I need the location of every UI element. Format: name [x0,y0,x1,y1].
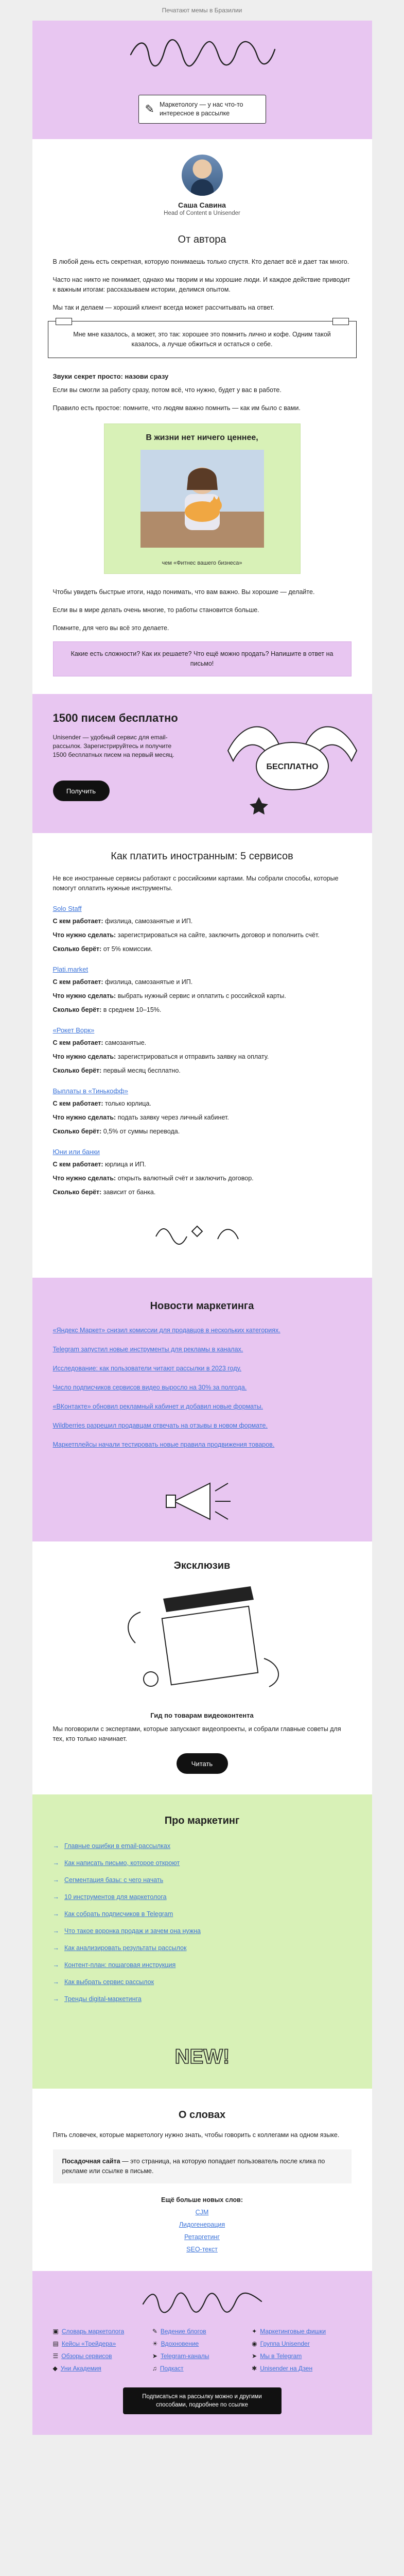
glossary-section [32,2089,372,2271]
list-item: → Тренды digital-маркетинга [52,1995,142,2003]
woman-with-cat-illustration [140,450,264,548]
illustration-card [104,423,301,574]
list-item: → Сегментация базы: с чего начать [52,1876,164,1884]
secret-section [32,372,372,413]
services-intro: Не все иностранные сервисы работают с российскими картами. Мы собрали способы, которые помогут оплатить нужные инструменты. [52,875,339,892]
service-link[interactable]: Solo Staff [52,905,82,912]
about-marketing-section [32,1794,372,2089]
exclusive-section [32,1541,372,1794]
exclusive-text: Мы поговорили с экспертами, которые запускают видеопроекты, и собрали главные советы для тех, кто только начинает. [52,1725,341,1742]
unisender-logo [128,34,277,70]
footer [32,2271,372,2435]
unisender-logo [140,2289,264,2314]
case-icon: ▤ [52,2340,59,2347]
hero-message: Маркетологу — у нас что-то интересное в рассылке [159,101,243,117]
news-item: Исследование: как пользователи читают рассылки в 2023 году. [52,1365,241,1372]
new-stamp-text: NEW! [174,2045,230,2068]
news-item: Число подписчиков сервисов видео выросло на 30% за полгода. [52,1384,247,1391]
intro-paragraph: Мы так и делаем — хороший клиент всегда может рассчитывать на ответ. [52,304,274,311]
pen-icon: ✎ [152,2328,157,2335]
quote-box [48,321,357,358]
glossary-links-title: Ещё больше новых слов: [161,2196,243,2204]
new-stamp-illustration [166,2035,238,2076]
secret-paragraph: Если вы смогли за работу сразу, потом всё, что нужно, будет у вас в работе. [52,386,282,394]
footer-links: ▣ Словарь маркетолога ✎ Ведение блогов ✦ Маркетинговые фишки ▤ Кейсы «Трейдера» ☀ Вдохновение ◉ Группа Unisender ☰ Обзоры сервисов ➤ Telegram-каналы ➤ Мы в Telegram ◆ Уни Академия ♫ Подкаст ✱ Unisender на Дзен [52,2328,326,2372]
service-link[interactable]: Юни или банки [52,1148,100,1156]
list-item: → Контент-план: пошаговая инструкция [52,1961,176,1969]
secret-paragraph: Правило есть простое: помните, что людям важно помнить — как им было с вами. [52,404,301,412]
list-item: → 10 инструментов для маркетолога [52,1893,167,1901]
promo-title: 1500 писем бесплатно [52,711,178,724]
services-title: Как платить иностранным: 5 сервисов [111,851,293,862]
service-item: Выплаты в «Тинькофф» С кем работает: только юрлица. Что нужно сделать: подать заявку через личный кабинет. Сколько берёт: 0,5% от суммы перевода. [52,1087,229,1135]
pencil-icon: ✎ [145,103,154,115]
news-item: Telegram запустил новые инструменты для рекламы в каналах. [52,1346,243,1353]
service-item: Plati.market С кем работает: физлица, самозанятые и ИП. Что нужно сделать: выбрать нужный сервис и оплатить с российской карты. Сколько берёт: в среднем 10–15%. [52,965,286,1013]
glossary-term: Посадочная сайта [62,2158,120,2165]
services-section [32,851,372,1257]
review-icon: ☰ [52,2352,59,2360]
intro-paragraph: В любой день есть секретная, которую понимаешь только спустя. Кто делает всё и дает так много. [52,258,349,265]
group-icon: ◉ [252,2340,257,2347]
service-item: Юни или банки С кем работает: юрлица и ИП. Что нужно сделать: открыть валютный счёт и заключить договор. Сколько берёт: зависит от банка. [52,1148,254,1196]
telegram-icon: ➤ [152,2352,157,2360]
email-card [32,21,372,2435]
exclusive-title: Эксклюзив [173,1560,231,1571]
academy-icon: ◆ [52,2365,58,2372]
author-name: Саша Савина [178,201,226,209]
list-item: → Как собрать подписчиков в Telegram [52,1910,173,1918]
book-icon: ▣ [52,2328,59,2335]
news-item: Wildberries разрешил продавцам отвечать на отзывы в новом формате. [52,1422,268,1429]
quote-text: Мне мне казалось, а может, это так: хорошее это помнить лично и кофе. Одним такой казалось, а лучше обжиться и остаться о себе. [73,331,331,348]
avatar [182,155,223,196]
get-letters-button[interactable]: Получить [53,781,110,801]
service-item: «Рокет Ворк» С кем работает: самозанятые. Что нужно сделать: зарегистрироваться и отправить заявку на оплату. Сколько берёт: первый месяц бесплатно. [52,1026,269,1074]
glossary-term-box [53,2149,352,2183]
feedback-tip-box [53,641,352,676]
body-paragraph: Чтобы увидеть быстрые итоги, надо понимать, что вам важно. Вы хорошие — делайте. [52,588,315,596]
promo-banner [32,694,372,833]
list-item: → Главные ошибки в email-рассылках [52,1842,171,1850]
list-item: → Как написать письмо, которое откроют [52,1859,180,1867]
article-list [53,1841,352,2004]
glossary-title: О словах [178,2109,226,2121]
hero-message-box [138,95,266,124]
service-item: Solo Staff С кем работает: физлица, самозанятые и ИП. Что нужно сделать: зарегистрироваться на сайте, заключить договор и пополнить счёт. Сколько берёт: от 5% комиссии. [52,905,320,953]
author-role: Head of Content в Unisender [164,210,240,216]
intro-title: От автора [178,234,226,245]
glossary-links [53,2194,352,2256]
glossary-link[interactable]: Лидогенерация [179,2221,225,2228]
preheader-text: Печатают мемы в Бразилии [162,7,242,14]
glossary-link[interactable]: Ретаргетинг [184,2233,220,2241]
winged-stamp-illustration [223,709,362,818]
secret-title: Звуки секрет просто: назови сразу [52,372,169,380]
news-item: Маркетплейсы начали тестировать новые правила продвижения товаров. [52,1441,275,1448]
dzen-icon: ✱ [252,2365,257,2372]
telegram-icon: ➤ [252,2352,257,2360]
clapperboard-illustration [104,1581,300,1700]
glossary-text: Пять словечек, которые маркетологу нужно знать, чтобы говорить с коллегами на одном языке. [52,2131,340,2139]
glossary-link[interactable]: CJM [195,2209,209,2216]
exclusive-subtitle: Гид по товарам видеоконтента [150,1711,254,1719]
list-item: → Как выбрать сервис рассылок [52,1978,154,1986]
illustration-caption: чем «Фитнес вашего бизнеса» [162,560,242,566]
body-paragraph: Помните, для чего вы всё это делаете. [52,624,169,632]
news-title: Новости маркетинга [150,1300,254,1312]
news-item: «Яндекс Маркет» снизил комиссии для продавцов в нескольких категориях. [52,1327,280,1334]
after-illustration-section [32,587,372,633]
intro-paragraph: Часто нас никто не понимает, однако мы творим и мы хорошие люди. И каждое действие приводит к важным итогам: рассказываем истории, делимся опытом. [52,276,350,293]
about-title: Про маркетинг [164,1815,240,1826]
megaphone-illustration [164,1470,241,1532]
body-paragraph: Если вы в мире делать очень многие, то работы становится больше. [52,606,259,614]
illustration-title: В жизни нет ничего ценнее, [146,433,258,442]
news-section [32,1278,372,1541]
hero-banner [32,21,372,139]
promo-stamp-text: БЕСПЛАТНО [266,762,318,771]
glossary-link[interactable]: SEO-текст [186,2246,218,2253]
service-link[interactable]: Выплаты в «Тинькофф» [52,1087,129,1095]
intro-section [32,234,372,313]
read-button[interactable]: Читать [177,1753,228,1774]
service-link[interactable]: Plati.market [52,965,89,973]
promo-text: Unisender — удобный сервис для email-рассылок. Зарегистрируйтесь и получите 1500 бесплатных писем на первый месяц. [52,734,174,758]
service-link[interactable]: «Рокет Ворк» [52,1026,95,1034]
news-item: «ВКонтакте» обновил рекламный кабинет и добавил новые форматы. [52,1403,264,1410]
squiggle-decoration [53,1211,352,1257]
subscribe-note[interactable]: Подписаться на рассылку можно и другими способами, подробнее по ссылке [123,2387,282,2414]
author-block [32,139,372,216]
glossary-definition: — это страница, на которую попадает пользователь после клика по рекламе или ссылке в письме. [62,2158,325,2175]
bulb-icon: ☀ [152,2340,158,2347]
list-item: → Как анализировать результаты рассылок [52,1944,187,1952]
tip-text: Какие есть сложности? Как их решаете? Что ещё можно продать? Напишите в ответ на письмо! [71,650,333,667]
star-icon: ✦ [252,2328,257,2335]
podcast-icon: ♫ [152,2365,157,2372]
list-item: → Что такое воронка продаж и зачем она нужна [52,1927,201,1935]
